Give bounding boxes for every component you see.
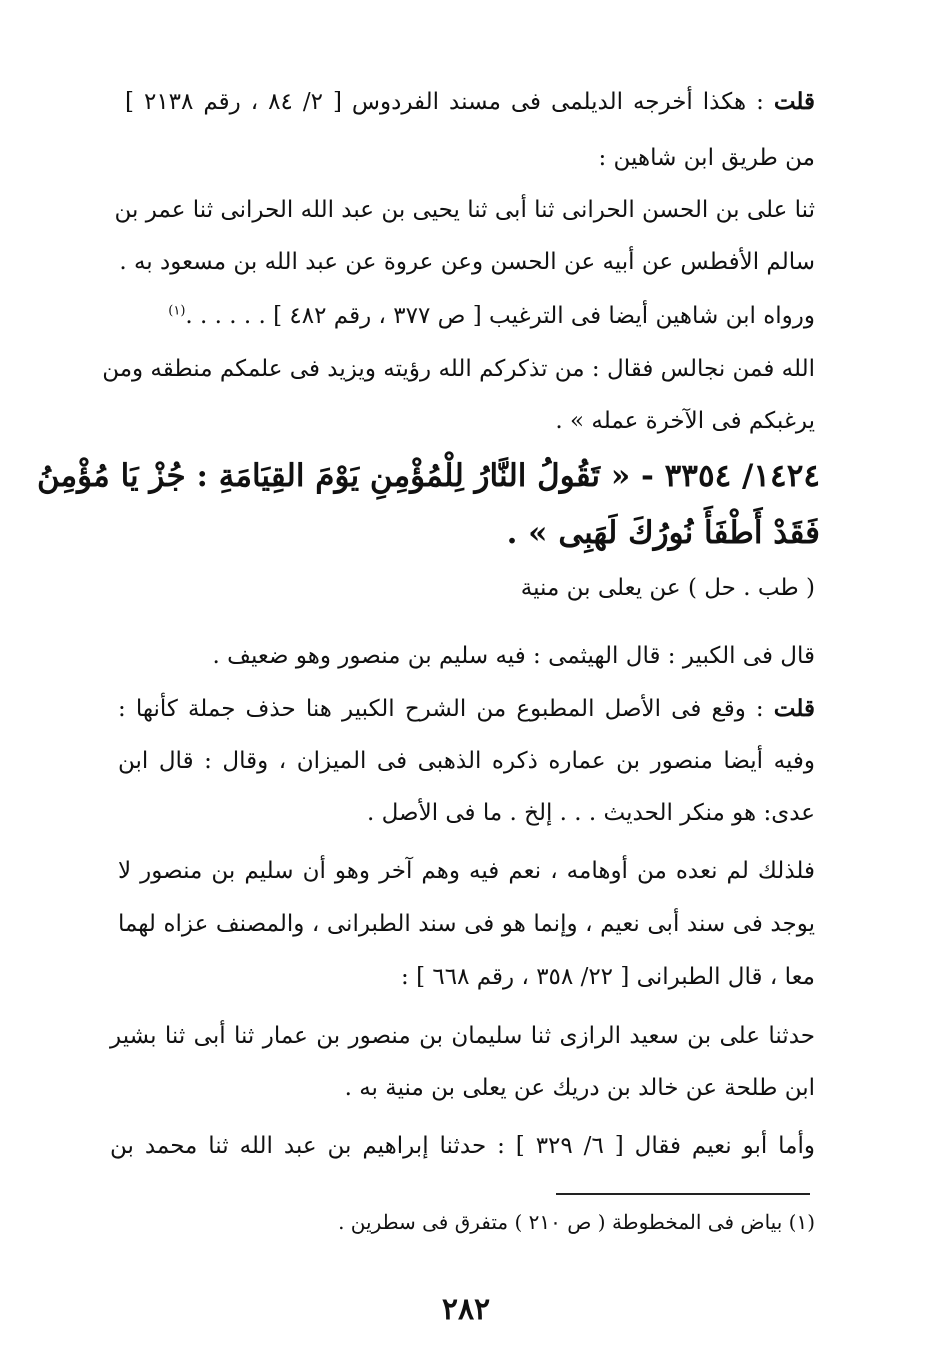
footnote-divider — [556, 1193, 810, 1195]
commentary-line-1: قال فى الكبير : قال الهيثمى : فيه سليم بن منصور وهو ضعيف . — [212, 643, 815, 669]
qultu-label: قلت — [773, 88, 816, 115]
commentary-line-7: معا ، قال الطبرانى [ ٢٢/ ٣٥٨ ، رقم ٦٦٨ ] : — [401, 964, 815, 990]
isnad-line-4: ابن طلحة عن خالد بن دريك عن يعلى بن منية به . — [344, 1075, 815, 1101]
commentary-line-8: وأما أبو نعيم فقال [ ٦/ ٣٢٩ ] : حدثنا إبراهيم بن عبد الله ثنا محمد بن — [110, 1133, 816, 1159]
commentary-line-2: قلت : وقع فى الأصل المطبوع من الشرح الكبير هنا حذف جملة كأنها : — [118, 695, 815, 722]
isnad-line-3: حدثنا على بن سعيد الرازى ثنا سليمان بن منصور بن عمار ثنا أبى ثنا بشير — [110, 1023, 815, 1049]
isnad-line-2: سالم الأفطس عن أبيه عن الحسن وعن عروة عن عبد الله بن مسعود به . — [119, 249, 815, 275]
paragraph-line-1: قلت : هكذا أخرجه الديلمى فى مسند الفردوس [ ٢/ ٨٤ ، رقم ٢١٣٨ ] — [125, 88, 816, 115]
page-number: ٢٨٢ — [441, 1292, 491, 1327]
footnote-1: (١) بياض فى المخطوطة ( ص ٢١٠ ) متفرق فى سطرين . — [338, 1210, 815, 1234]
commentary-line-4: عدى: هو منكر الحديث . . . إلخ . ما فى الأصل . — [367, 800, 815, 826]
commentary-line-5: فلذلك لم نعده من أوهامه ، نعم فيه وهم آخر وهو أن سليم بن منصور لا — [118, 858, 815, 884]
commentary-line-6: يوجد فى سند أبى نعيم ، وإنما هو فى سند الطبرانى ، والمصنف عزاه لهما — [118, 911, 815, 937]
hadith-text-line-1: ١٤٢٤/ ٣٣٥٤ - « تَقُولُ النَّارُ لِلْمُؤْمِنِ يَوْمَ القِيَامَةِ : جُزْ يَا مُؤْمِنُ — [36, 458, 820, 494]
hadith-source: ( طب . حل ) عن يعلى بن منية — [520, 575, 815, 601]
commentary-line-3: وفيه أيضا منصور بن عماره ذكره الذهبى فى الميزان ، وقال : قال ابن — [118, 748, 815, 774]
paragraph-line-5: ورواه ابن شاهين أيضا فى الترغيب [ ص ٣٧٧ ، رقم ٤٨٢ ] . . . . . .$^{(١)}$ — [168, 303, 815, 329]
hadith-text-line-2: فَقَدْ أَطْفَأَ نُورُكَ لَهَبِى » . — [506, 515, 820, 551]
paragraph-line-2: من طريق ابن شاهين : — [598, 145, 815, 171]
paragraph-line-7: يرغبكم فى الآخرة عمله » . — [555, 408, 815, 434]
footnote-marker: (١) — [168, 303, 186, 319]
qultu-label: قلت — [773, 695, 815, 722]
paragraph-line-6: الله فمن نجالس فقال : من تذكركم الله رؤيته ويزيد فى علمكم منطقه ومن — [102, 356, 815, 382]
isnad-line-1: ثنا على بن الحسن الحرانى ثنا أبى ثنا يحيى بن عبد الله الحرانى ثنا عمر بن — [114, 197, 815, 223]
